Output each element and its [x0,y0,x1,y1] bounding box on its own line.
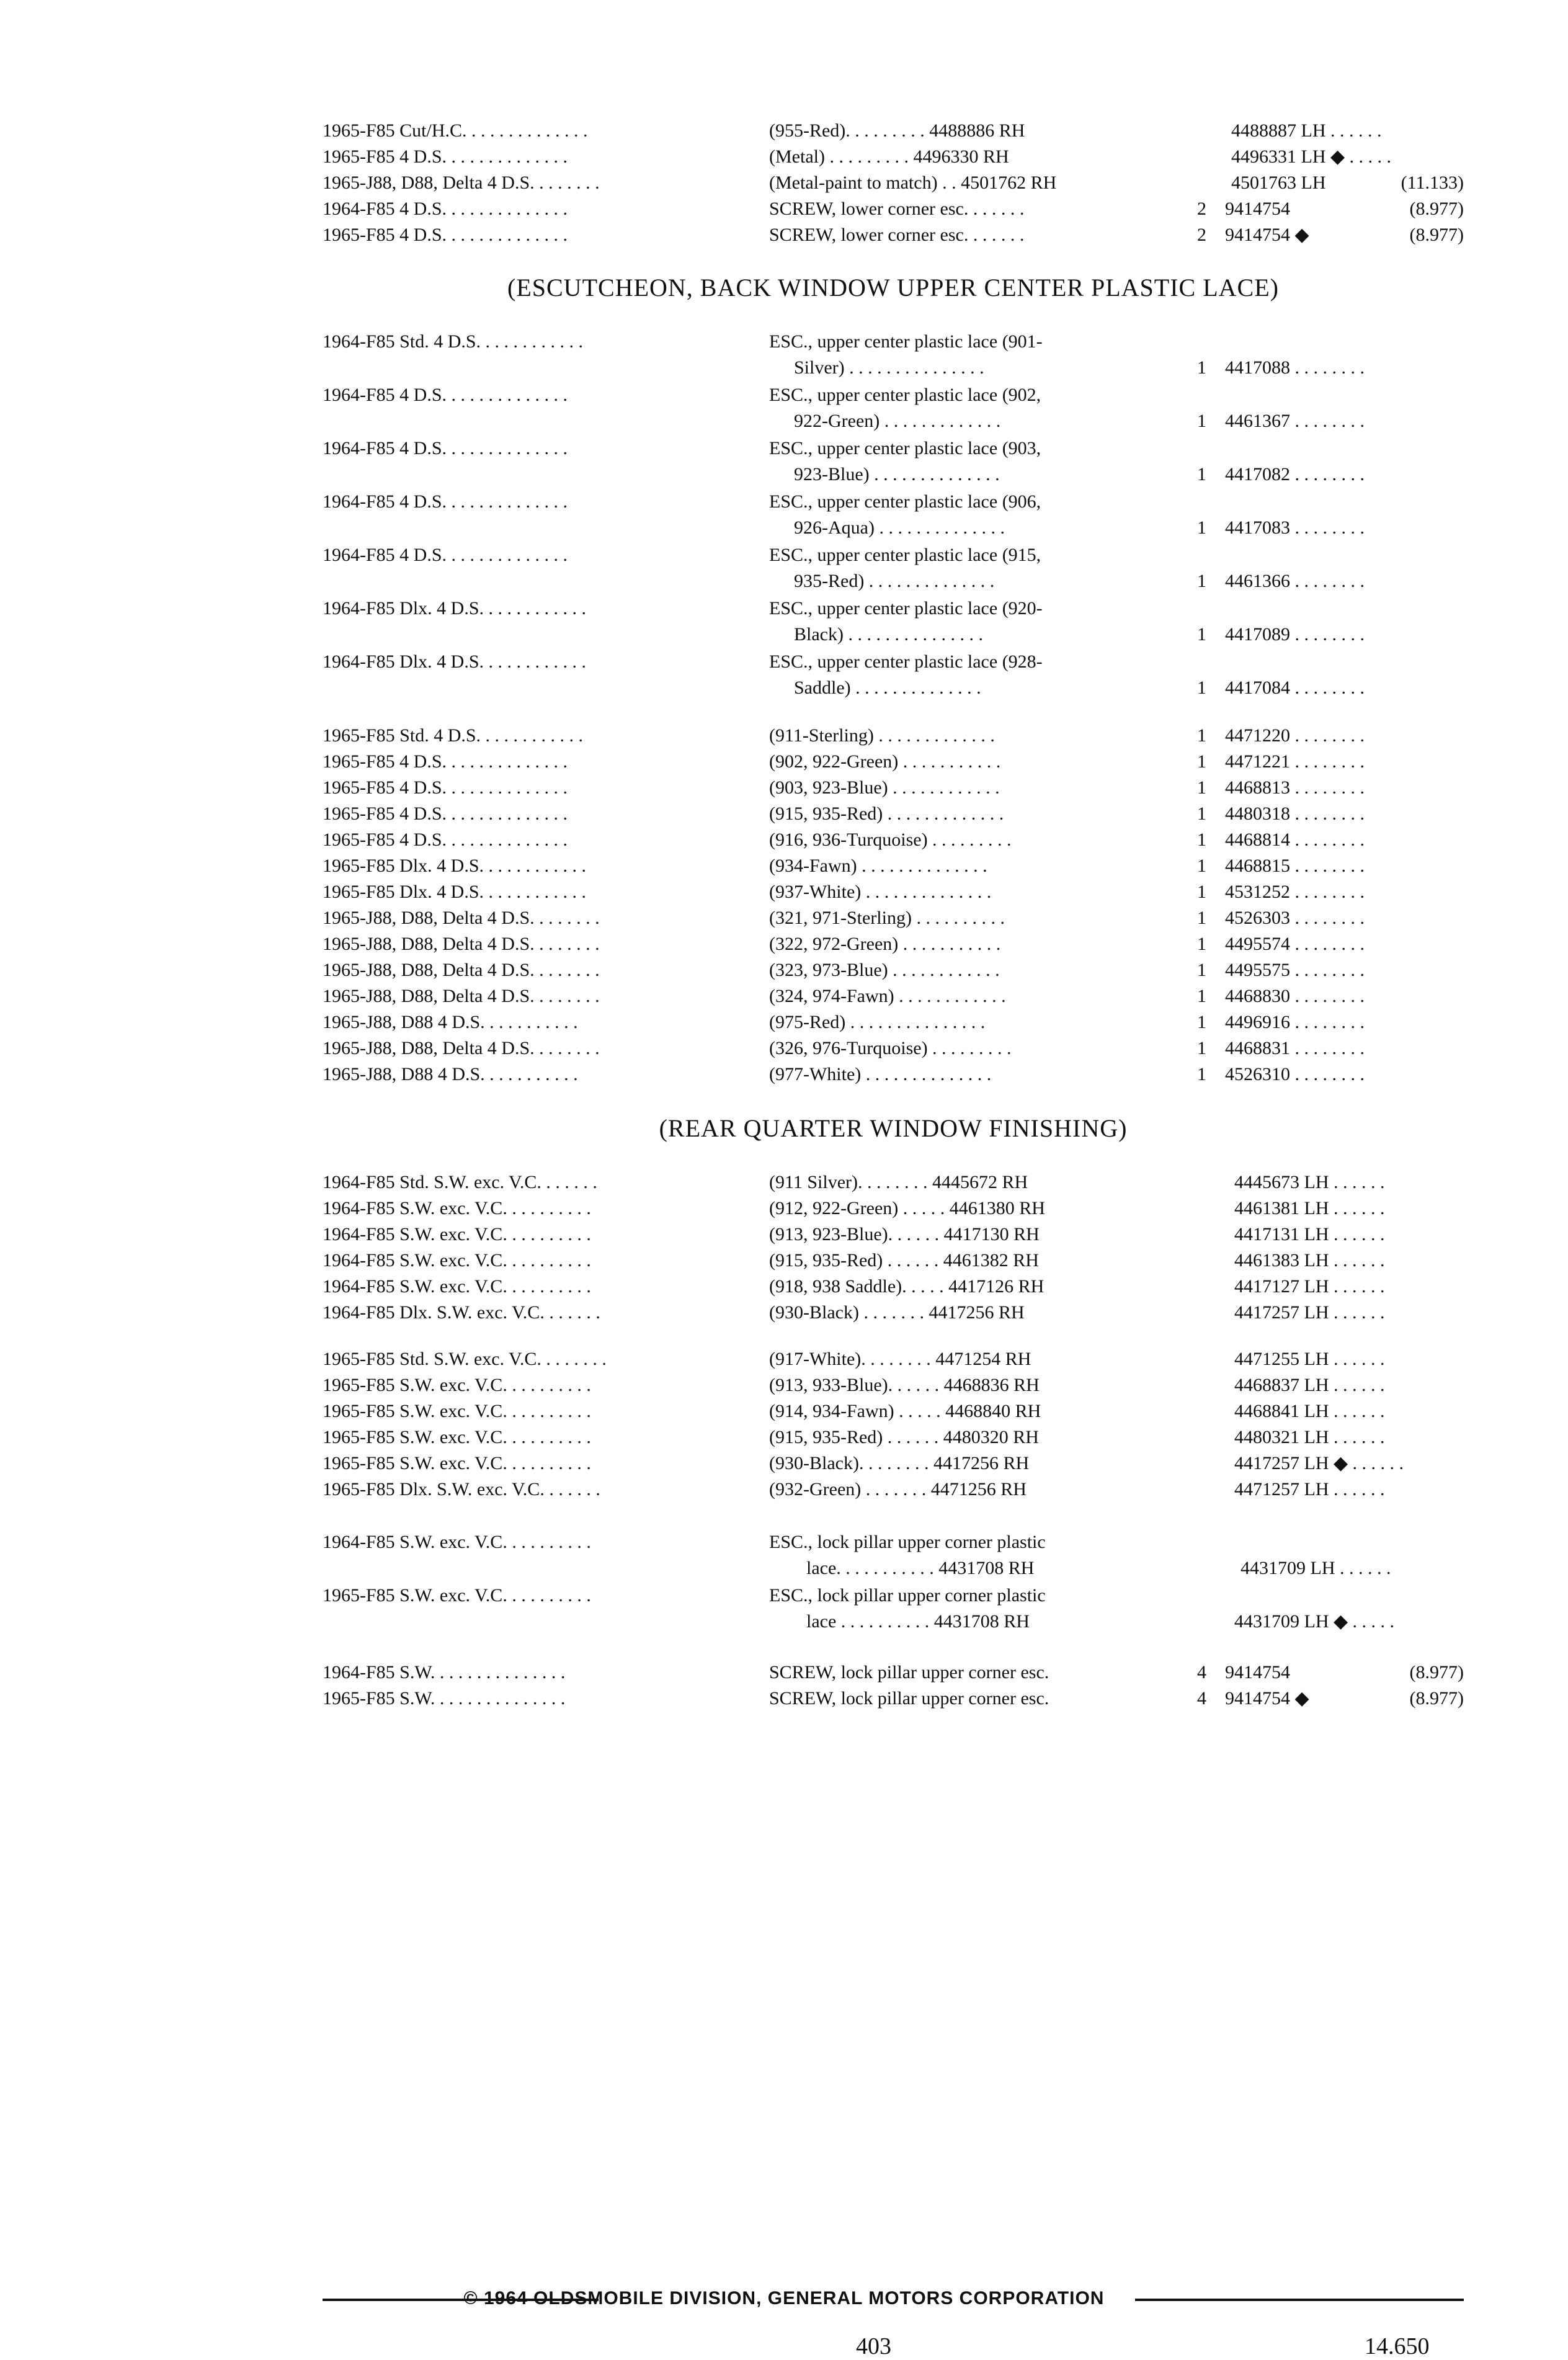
part-cell: 4468830 . . . . . . . . [1225,986,1365,1006]
description-continuation: Saddle) . . . . . . . . . . . . . . [794,677,981,698]
model-cell: 1964-F85 S.W. . . . . . . . . . . . . . . [323,1662,566,1683]
lock-pillar-section [323,1529,1464,1636]
model-cell: 1965-J88, D88, Delta 4 D.S. . . . . . . . [323,960,600,980]
part-cell: 4496331 LH ◆ . . . . . [1231,146,1392,167]
description-cell: (322, 972-Green) . . . . . . . . . . . [769,934,1001,954]
description-cell: (932-Green) . . . . . . . 4471256 RH [769,1479,1027,1500]
description-cell: (913, 923-Blue). . . . . . 4417130 RH [769,1224,1040,1245]
model-cell: 1965-F85 S.W. exc. V.C. . . . . . . . . . [323,1401,591,1421]
part-cell: 4417089 . . . . . . . . [1225,624,1365,645]
description-cell: SCREW, lower corner esc. . . . . . . [769,199,1025,219]
quantity-cell: 1 [1197,1064,1206,1084]
description-cell: (915, 935-Red) . . . . . . 4461382 RH [769,1250,1039,1271]
description-cell: (916, 936-Turquoise) . . . . . . . . . [769,829,1012,850]
part-cell: 4488887 LH . . . . . . [1231,120,1382,141]
description-cell: (Metal) . . . . . . . . . 4496330 RH [769,146,1009,167]
part-cell: 4417257 LH . . . . . . [1234,1302,1385,1323]
part-cell: 4468814 . . . . . . . . [1225,829,1365,850]
section-heading-escutcheon: (ESCUTCHEON, BACK WINDOW UPPER CENTER PLASTIC LACE) [507,274,1279,302]
description-cell: SCREW, lower corner esc. . . . . . . [769,225,1025,245]
color-rows-section [323,723,1464,1088]
description-cell: (930-Black) . . . . . . . 4417256 RH [769,1302,1025,1323]
description-cell: ESC., upper center plastic lace (920- [769,598,1043,619]
part-cell: 4468813 . . . . . . . . [1225,777,1365,798]
model-cell: 1964-F85 4 D.S. . . . . . . . . . . . . . [323,438,568,458]
quantity-cell: 4 [1197,1662,1206,1683]
description-cell: (Metal-paint to match) . . 4501762 RH [769,172,1057,193]
part-cell: 4501763 LH [1231,172,1326,193]
part-cell: 4495574 . . . . . . . . [1225,934,1365,954]
model-cell: 1965-F85 4 D.S. . . . . . . . . . . . . . [323,829,568,850]
model-cell: 1964-F85 4 D.S. . . . . . . . . . . . . . [323,385,568,405]
part-cell: 4417257 LH ◆ . . . . . . [1234,1453,1404,1473]
reference-cell: (11.133) [1401,172,1464,193]
model-cell: 1965-F85 S.W. exc. V.C. . . . . . . . . . [323,1585,591,1606]
model-cell: 1965-F85 Std. 4 D.S. . . . . . . . . . . . [323,725,584,746]
model-cell: 1965-F85 4 D.S. . . . . . . . . . . . . . [323,803,568,824]
table-row [323,222,1464,248]
quantity-cell: 1 [1197,960,1206,980]
table-row [323,1477,1464,1503]
description-continuation: 935-Red) . . . . . . . . . . . . . . [794,571,995,591]
description-cell: (918, 938 Saddle). . . . . 4417126 RH [769,1276,1045,1297]
description-continuation: 926-Aqua) . . . . . . . . . . . . . . [794,517,1005,538]
quantity-cell: 1 [1197,411,1206,431]
table-row [323,144,1464,170]
model-cell: 1964-F85 Std. 4 D.S. . . . . . . . . . . . [323,331,584,352]
description-cell: ESC., upper center plastic lace (906, [769,491,1041,512]
model-cell: 1965-J88, D88 4 D.S. . . . . . . . . . . [323,1064,578,1084]
part-cell: 4461366 . . . . . . . . [1225,571,1365,591]
model-cell: 1965-F85 Dlx. 4 D.S. . . . . . . . . . . . [323,882,587,902]
table-row [323,879,1464,905]
rear-quarter-1965-section [323,1346,1464,1503]
quantity-cell: 1 [1197,464,1206,485]
part-cell: 4417127 LH . . . . . . [1234,1276,1385,1297]
table-row [323,775,1464,801]
part-cell: 4417082 . . . . . . . . [1225,464,1365,485]
description-cell: (955-Red). . . . . . . . . 4488886 RH [769,120,1025,141]
description-cell: (911 Silver). . . . . . . . 4445672 RH [769,1172,1028,1192]
screw-rows-section [323,1660,1464,1712]
description-continuation: 922-Green) . . . . . . . . . . . . . [794,411,1001,431]
description-cell: (930-Black). . . . . . . . 4417256 RH [769,1453,1030,1473]
description-cell: (912, 922-Green) . . . . . 4461380 RH [769,1198,1045,1218]
part-cell: 4445673 LH . . . . . . [1234,1172,1385,1192]
table-row [323,329,1464,382]
part-cell: 4471221 . . . . . . . . [1225,751,1365,772]
model-cell: 1964-F85 Std. S.W. exc. V.C. . . . . . . [323,1172,597,1192]
part-cell: 4471257 LH . . . . . . [1234,1479,1385,1500]
section-heading-rear-quarter: (REAR QUARTER WINDOW FINISHING) [659,1114,1128,1142]
table-row [323,1169,1464,1196]
part-cell: 4471220 . . . . . . . . [1225,725,1365,746]
table-row [323,853,1464,879]
part-cell: 4417131 LH . . . . . . [1234,1224,1385,1245]
part-cell: 4468815 . . . . . . . . [1225,856,1365,876]
model-cell: 1965-F85 S.W. exc. V.C. . . . . . . . . . [323,1375,591,1395]
description-cell: (323, 973-Blue) . . . . . . . . . . . . [769,960,1000,980]
table-row [323,1529,1464,1583]
top-rows-section [323,118,1464,248]
description-cell: ESC., lock pillar upper corner plastic [769,1585,1046,1606]
quantity-cell: 1 [1197,934,1206,954]
table-row [323,436,1464,489]
model-cell: 1964-F85 Dlx. 4 D.S. . . . . . . . . . . . [323,651,587,672]
description-cell: (903, 923-Blue) . . . . . . . . . . . . [769,777,1000,798]
table-row [323,196,1464,222]
model-cell: 1965-F85 4 D.S. . . . . . . . . . . . . . [323,225,568,245]
table-row [323,1372,1464,1398]
table-row [323,1248,1464,1274]
table-row [323,1222,1464,1248]
table-row [323,542,1464,596]
table-row [323,957,1464,983]
model-cell: 1964-F85 S.W. exc. V.C. . . . . . . . . . [323,1224,591,1245]
table-row [323,1035,1464,1062]
description-cell: ESC., upper center plastic lace (902, [769,385,1041,405]
reference-cell: (8.977) [1409,1662,1464,1683]
part-cell: 9414754 ◆ [1225,225,1309,245]
model-cell: 1965-J88, D88 4 D.S. . . . . . . . . . . [323,1012,578,1032]
quantity-cell: 1 [1197,856,1206,876]
description-cell: SCREW, lock pillar upper corner esc. [769,1688,1049,1709]
model-cell: 1964-F85 Dlx. 4 D.S. . . . . . . . . . . . [323,598,587,619]
table-row [323,983,1464,1009]
table-row [323,649,1464,702]
description-cell: (915, 935-Red) . . . . . . . . . . . . . [769,803,1004,824]
quantity-cell: 1 [1197,725,1206,746]
description-cell: (914, 934-Fawn) . . . . . 4468840 RH [769,1401,1041,1421]
quantity-cell: 1 [1197,829,1206,850]
quantity-cell: 1 [1197,677,1206,698]
table-row [323,749,1464,775]
model-cell: 1965-J88, D88, Delta 4 D.S. . . . . . . . [323,172,600,193]
part-cell: 4417083 . . . . . . . . [1225,517,1365,538]
table-row [323,382,1464,436]
table-row [323,723,1464,749]
model-cell: 1965-F85 Cut/H.C. . . . . . . . . . . . . . [323,120,588,141]
table-row [323,827,1464,853]
model-cell: 1965-F85 4 D.S. . . . . . . . . . . . . . [323,777,568,798]
quantity-cell: 1 [1197,571,1206,591]
reference-cell: (8.977) [1409,225,1464,245]
description-cell: (326, 976-Turquoise) . . . . . . . . . [769,1038,1012,1058]
model-cell: 1964-F85 S.W. exc. V.C. . . . . . . . . . [323,1276,591,1297]
table-row [323,1300,1464,1326]
model-cell: 1964-F85 S.W. exc. V.C. . . . . . . . . . [323,1198,591,1218]
table-row [323,1346,1464,1372]
description-cell: ESC., lock pillar upper corner plastic [769,1532,1046,1552]
description-cell: (902, 922-Green) . . . . . . . . . . . [769,751,1001,772]
table-row [323,801,1464,827]
description-cell: (977-White) . . . . . . . . . . . . . . [769,1064,992,1084]
table-row [323,905,1464,931]
quantity-cell: 2 [1197,225,1206,245]
description-cell: (937-White) . . . . . . . . . . . . . . [769,882,992,902]
description-cell: ESC., upper center plastic lace (915, [769,545,1041,565]
quantity-cell: 1 [1197,624,1206,645]
description-cell: ESC., upper center plastic lace (928- [769,651,1043,672]
quantity-cell: 1 [1197,777,1206,798]
part-cell: 4417088 . . . . . . . . [1225,357,1365,378]
description-continuation: lace. . . . . . . . . . . 4431708 RH [806,1558,1035,1578]
part-cell: 4531252 . . . . . . . . [1225,882,1365,902]
description-continuation: Black) . . . . . . . . . . . . . . . [794,624,983,645]
description-cell: ESC., upper center plastic lace (903, [769,438,1041,458]
part-cell: 4468831 . . . . . . . . [1225,1038,1365,1058]
part-cell: 4461383 LH . . . . . . [1234,1250,1385,1271]
description-continuation: Silver) . . . . . . . . . . . . . . . [794,357,984,378]
description-cell: (934-Fawn) . . . . . . . . . . . . . . [769,856,987,876]
table-row [323,1398,1464,1424]
model-cell: 1964-F85 S.W. exc. V.C. . . . . . . . . . [323,1250,591,1271]
description-cell: SCREW, lock pillar upper corner esc. [769,1662,1049,1683]
page-number: 403 [856,2333,891,2359]
model-cell: 1965-J88, D88, Delta 4 D.S. . . . . . . . [323,1038,600,1058]
table-row [323,170,1464,196]
description-cell: (911-Sterling) . . . . . . . . . . . . . [769,725,995,746]
description-cell: (321, 971-Sterling) . . . . . . . . . . [769,908,1005,928]
rear-quarter-1964-section [323,1169,1464,1326]
part-cell: 4431709 LH ◆ . . . . . [1234,1611,1395,1632]
part-cell: 9414754 [1225,199,1290,219]
quantity-cell: 1 [1197,882,1206,902]
description-continuation: 923-Blue) . . . . . . . . . . . . . . [794,464,1000,485]
part-cell: 4417084 . . . . . . . . [1225,677,1365,698]
model-cell: 1964-F85 4 D.S. . . . . . . . . . . . . . [323,199,568,219]
table-row [323,1424,1464,1450]
table-row [323,118,1464,144]
part-cell: 4480321 LH . . . . . . [1234,1427,1385,1447]
description-cell: (324, 974-Fawn) . . . . . . . . . . . . [769,986,1006,1006]
quantity-cell: 1 [1197,803,1206,824]
model-cell: 1965-F85 Std. S.W. exc. V.C. . . . . . . . [323,1349,607,1369]
table-row [323,1686,1464,1712]
escutcheon-rows-section [323,329,1464,702]
description-cell: ESC., upper center plastic lace (901- [769,331,1043,352]
part-cell: 4471255 LH . . . . . . [1234,1349,1385,1369]
quantity-cell: 1 [1197,986,1206,1006]
model-cell: 1965-F85 4 D.S. . . . . . . . . . . . . . [323,146,568,167]
quantity-cell: 1 [1197,517,1206,538]
description-cell: (917-White). . . . . . . . 4471254 RH [769,1349,1031,1369]
part-cell: 4461367 . . . . . . . . [1225,411,1365,431]
part-cell: 9414754 [1225,1662,1290,1683]
part-cell: 4461381 LH . . . . . . [1234,1198,1385,1218]
footer-copyright: © 1964 OLDSMOBILE DIVISION, GENERAL MOTORS CORPORATION [463,2288,1105,2309]
model-cell: 1965-F85 S.W. exc. V.C. . . . . . . . . . [323,1427,591,1447]
quantity-cell: 4 [1197,1688,1206,1709]
model-cell: 1965-J88, D88, Delta 4 D.S. . . . . . . . [323,986,600,1006]
table-row [323,596,1464,649]
model-cell: 1965-F85 Dlx. 4 D.S. . . . . . . . . . . . [323,856,587,876]
model-cell: 1965-J88, D88, Delta 4 D.S. . . . . . . . [323,908,600,928]
part-cell: 4495575 . . . . . . . . [1225,960,1365,980]
quantity-cell: 1 [1197,1012,1206,1032]
description-cell: (915, 935-Red) . . . . . . 4480320 RH [769,1427,1039,1447]
part-cell: 4496916 . . . . . . . . [1225,1012,1365,1032]
model-cell: 1964-F85 4 D.S. . . . . . . . . . . . . . [323,491,568,512]
quantity-cell: 1 [1197,1038,1206,1058]
table-row [323,1450,1464,1477]
part-cell: 4526303 . . . . . . . . [1225,908,1365,928]
quantity-cell: 1 [1197,908,1206,928]
description-continuation: lace . . . . . . . . . . 4431708 RH [806,1611,1030,1632]
part-cell: 4468837 LH . . . . . . [1234,1375,1385,1395]
table-row [323,1009,1464,1035]
model-cell: 1965-J88, D88, Delta 4 D.S. . . . . . . . [323,934,600,954]
table-row [323,1660,1464,1686]
table-row [323,931,1464,957]
quantity-cell: 2 [1197,199,1206,219]
part-cell: 4431709 LH . . . . . . [1241,1558,1391,1578]
model-cell: 1965-F85 4 D.S. . . . . . . . . . . . . . [323,751,568,772]
table-row [323,489,1464,542]
part-cell: 4480318 . . . . . . . . [1225,803,1365,824]
quantity-cell: 1 [1197,751,1206,772]
reference-cell: (8.977) [1409,1688,1464,1709]
table-row [323,1583,1464,1636]
model-cell: 1964-F85 Dlx. S.W. exc. V.C. . . . . . . [323,1302,600,1323]
table-row [323,1196,1464,1222]
table-row [323,1062,1464,1088]
table-row [323,1274,1464,1300]
description-cell: (913, 933-Blue). . . . . . 4468836 RH [769,1375,1040,1395]
description-cell: (975-Red) . . . . . . . . . . . . . . . [769,1012,986,1032]
part-cell: 9414754 ◆ [1225,1688,1309,1709]
reference-cell: (8.977) [1409,199,1464,219]
model-cell: 1965-F85 Dlx. S.W. exc. V.C. . . . . . . [323,1479,600,1500]
model-cell: 1965-F85 S.W. exc. V.C. . . . . . . . . . [323,1453,591,1473]
model-cell: 1964-F85 S.W. exc. V.C. . . . . . . . . . [323,1532,591,1552]
quantity-cell: 1 [1197,357,1206,378]
part-cell: 4468841 LH . . . . . . [1234,1401,1385,1421]
section-number: 14.650 [1365,2333,1430,2359]
model-cell: 1964-F85 4 D.S. . . . . . . . . . . . . . [323,545,568,565]
model-cell: 1965-F85 S.W. . . . . . . . . . . . . . . [323,1688,566,1709]
part-cell: 4526310 . . . . . . . . [1225,1064,1365,1084]
